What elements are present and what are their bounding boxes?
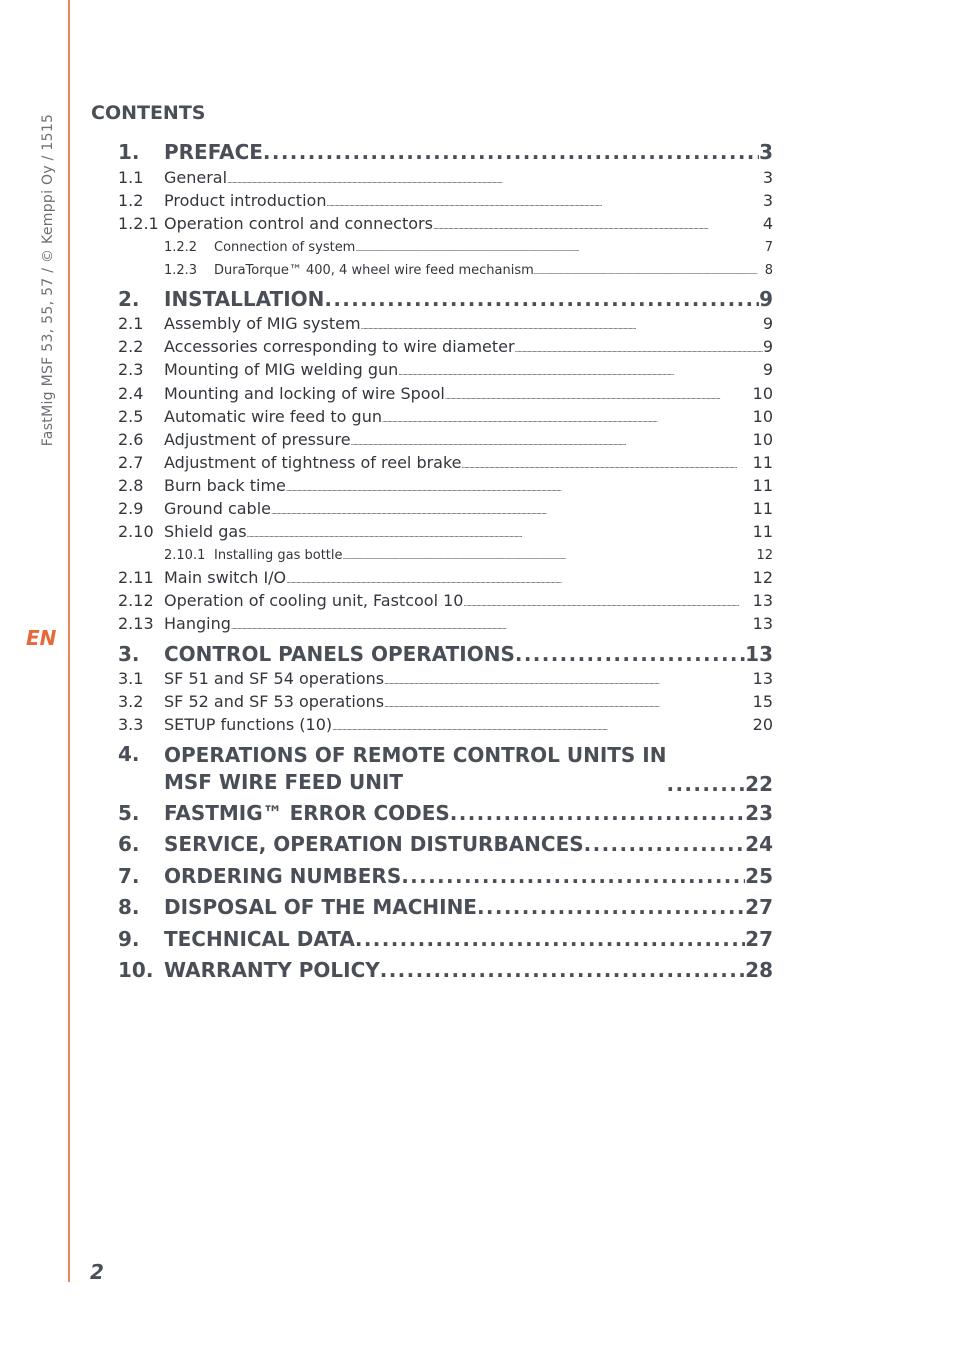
toc-number: 8.	[118, 895, 140, 919]
toc-entry[interactable]	[118, 568, 773, 587]
toc-page: 22	[745, 772, 773, 796]
toc-label: Shield gas	[164, 522, 247, 541]
dot-leader	[384, 678, 753, 686]
toc-number: 4.	[118, 742, 140, 766]
toc-number: 1.2	[118, 191, 144, 210]
toc-entry[interactable]	[118, 742, 773, 796]
toc-entry[interactable]	[118, 591, 773, 610]
dot-leader	[534, 269, 765, 276]
dot-leader	[433, 223, 763, 231]
dot-leader	[382, 416, 753, 424]
dot-leader	[445, 393, 753, 401]
toc-number: 2.2	[118, 337, 144, 356]
toc-entry[interactable]	[118, 927, 773, 951]
dot-leader	[271, 508, 753, 516]
toc-label: Hanging	[164, 614, 231, 633]
toc-page: 11	[752, 499, 773, 518]
toc-entry[interactable]	[118, 240, 773, 255]
toc-number: 1.2.3	[164, 263, 198, 278]
toc-label: DISPOSAL OF THE MACHINE	[164, 895, 477, 919]
toc-page: 9	[762, 314, 773, 333]
toc-entry[interactable]	[118, 614, 773, 633]
toc-page: 7	[764, 240, 773, 255]
toc-entry[interactable]	[118, 864, 773, 888]
toc-label: General	[164, 168, 228, 187]
toc-label: SETUP functions (10)	[164, 715, 333, 734]
toc-label: Ground cable	[164, 499, 271, 518]
toc-label: OPERATIONS OF REMOTE CONTROL UNITS IN MSF WIRE FEED UNIT	[164, 743, 667, 794]
toc-entry[interactable]	[118, 430, 773, 449]
toc-entry[interactable]	[118, 958, 773, 982]
toc-label: INSTALLATION	[164, 287, 325, 311]
language-tag: EN	[26, 626, 57, 650]
toc-number: 1.	[118, 140, 140, 164]
toc-entry[interactable]	[118, 191, 773, 210]
toc-entry[interactable]	[118, 669, 773, 688]
dot-leader	[515, 346, 763, 354]
toc-page: 20	[752, 715, 773, 734]
dot-leader	[384, 701, 753, 709]
toc-number: 2.3	[118, 360, 144, 379]
toc-entry[interactable]	[118, 453, 773, 472]
dot-leader	[398, 369, 763, 377]
toc-entry[interactable]	[118, 642, 773, 666]
toc-number: 2.10	[118, 522, 154, 541]
toc-entry[interactable]	[118, 140, 773, 164]
dot-leader	[227, 177, 763, 185]
toc-entry[interactable]	[118, 715, 773, 734]
toc-page: 10	[752, 407, 773, 426]
toc-entry[interactable]	[118, 832, 773, 856]
toc-page: 12	[756, 548, 773, 563]
toc-page: 9	[759, 287, 773, 311]
toc-label: SF 51 and SF 54 operations	[164, 669, 385, 688]
toc-label: Connection of system	[214, 240, 356, 255]
toc-number: 2.5	[118, 407, 144, 426]
toc-number: 2.	[118, 287, 140, 311]
toc-label: Assembly of MIG system	[164, 314, 361, 333]
toc-entry[interactable]	[118, 895, 773, 919]
toc-page: 27	[745, 895, 773, 919]
toc-page: 25	[745, 864, 773, 888]
toc-number: 2.11	[118, 568, 154, 587]
toc-page: 11	[752, 522, 773, 541]
dot-leader	[286, 485, 753, 493]
toc-entry[interactable]	[118, 337, 773, 356]
toc-number: 9.	[118, 927, 140, 951]
dot-leader	[401, 864, 745, 888]
dot-leader	[463, 600, 752, 608]
toc-number: 2.13	[118, 614, 154, 633]
toc-label: DuraTorque™ 400, 4 wheel wire feed mechanism	[214, 263, 534, 278]
toc-number: 2.10.1	[164, 548, 206, 563]
toc-page: 9	[762, 337, 773, 356]
dot-leader	[380, 958, 745, 982]
toc-label: CONTROL PANELS OPERATIONS	[164, 642, 515, 666]
dot-leader	[584, 832, 745, 856]
toc-entry[interactable]	[118, 548, 773, 563]
toc-entry[interactable]	[118, 692, 773, 711]
toc-page: 9	[762, 360, 773, 379]
toc-number: 2.9	[118, 499, 144, 518]
toc-number: 7.	[118, 864, 140, 888]
toc-number: 1.2.1	[118, 214, 159, 233]
dot-leader	[247, 531, 753, 539]
toc-page: 13	[745, 642, 773, 666]
toc-entry[interactable]	[118, 287, 773, 311]
dot-leader	[324, 287, 759, 311]
toc-page: 11	[752, 476, 773, 495]
toc-entry[interactable]	[118, 801, 773, 825]
toc-label: Mounting of MIG welding gun	[164, 360, 399, 379]
toc-label: Product introduction	[164, 191, 327, 210]
margin-rule	[68, 0, 70, 1282]
toc-label: Installing gas bottle	[214, 548, 343, 563]
dot-leader	[515, 642, 745, 666]
dot-leader	[477, 895, 745, 919]
dot-leader	[361, 323, 763, 331]
dot-leader	[351, 439, 753, 447]
toc-label: SERVICE, OPERATION DISTURBANCES	[164, 832, 584, 856]
toc-page: 27	[745, 927, 773, 951]
toc-entry[interactable]	[118, 214, 773, 233]
toc-entry[interactable]	[118, 360, 773, 379]
toc-number: 2.12	[118, 591, 154, 610]
dot-leader	[326, 200, 762, 208]
contents-title: CONTENTS	[91, 102, 206, 124]
toc-page: 13	[752, 669, 773, 688]
page-number: 2	[90, 1260, 104, 1284]
toc-page: 10	[752, 384, 773, 403]
dot-leader	[343, 554, 757, 561]
toc-number: 1.1	[118, 168, 144, 187]
toc-entry[interactable]	[118, 476, 773, 495]
dot-leader	[231, 623, 753, 631]
toc-entry[interactable]	[118, 314, 773, 333]
dot-leader	[450, 801, 745, 825]
toc-label: FASTMIG™ ERROR CODES	[164, 801, 450, 825]
toc-label: Mounting and locking of wire Spool	[164, 384, 445, 403]
toc-page: 23	[745, 801, 773, 825]
toc-number: 5.	[118, 801, 140, 825]
toc-label: Adjustment of pressure	[164, 430, 351, 449]
toc-label: Operation control and connectors	[164, 214, 433, 233]
dot-leader	[355, 246, 764, 253]
toc-label: Main switch I/O	[164, 568, 287, 587]
dot-leader	[666, 772, 745, 796]
toc-page: 28	[745, 958, 773, 982]
toc-label: Burn back time	[164, 476, 286, 495]
toc-number: 6.	[118, 832, 140, 856]
toc-page: 11	[752, 453, 773, 472]
toc-label: Operation of cooling unit, Fastcool 10	[164, 591, 464, 610]
dot-leader	[462, 462, 753, 470]
document-footer-vertical: FastMig MSF 53, 55, 57 / © Kemppi Oy / 1515	[40, 113, 56, 447]
dot-leader	[332, 724, 753, 732]
toc-page: 3	[762, 191, 773, 210]
toc-page: 4	[762, 214, 773, 233]
toc-number: 2.6	[118, 430, 144, 449]
toc-number: 2.4	[118, 384, 144, 403]
toc-entry[interactable]	[118, 263, 773, 278]
dot-leader	[355, 927, 745, 951]
toc-page: 3	[762, 168, 773, 187]
toc-label: Accessories corresponding to wire diameter	[164, 337, 515, 356]
toc-page: 24	[745, 832, 773, 856]
toc-page: 13	[752, 614, 773, 633]
toc-number: 2.1	[118, 314, 144, 333]
toc-number: 10.	[118, 958, 154, 982]
toc-entry[interactable]	[118, 499, 773, 518]
toc-page: 8	[764, 263, 773, 278]
toc-number: 1.2.2	[164, 240, 198, 255]
toc-entry[interactable]	[118, 522, 773, 541]
toc-number: 2.8	[118, 476, 144, 495]
dot-leader	[263, 140, 759, 164]
toc-number: 2.7	[118, 453, 144, 472]
toc-page: 12	[752, 568, 773, 587]
toc-label: SF 52 and SF 53 operations	[164, 692, 385, 711]
toc-label: Automatic wire feed to gun	[164, 407, 382, 426]
toc-page: 3	[759, 140, 773, 164]
toc-entry[interactable]	[118, 384, 773, 403]
toc-number: 3.2	[118, 692, 144, 711]
toc-label: WARRANTY POLICY	[164, 958, 380, 982]
toc-page: 15	[752, 692, 773, 711]
toc-number: 3.	[118, 642, 140, 666]
toc-page: 10	[752, 430, 773, 449]
toc-entry[interactable]	[118, 407, 773, 426]
toc-page: 13	[752, 591, 773, 610]
toc-label: ORDERING NUMBERS	[164, 864, 402, 888]
toc-label: Adjustment of tightness of reel brake	[164, 453, 462, 472]
toc-label: TECHNICAL DATA	[164, 927, 355, 951]
toc-number: 3.1	[118, 669, 144, 688]
toc-entry[interactable]	[118, 168, 773, 187]
toc-label: PREFACE	[164, 140, 263, 164]
toc-number: 3.3	[118, 715, 144, 734]
dot-leader	[286, 577, 752, 585]
